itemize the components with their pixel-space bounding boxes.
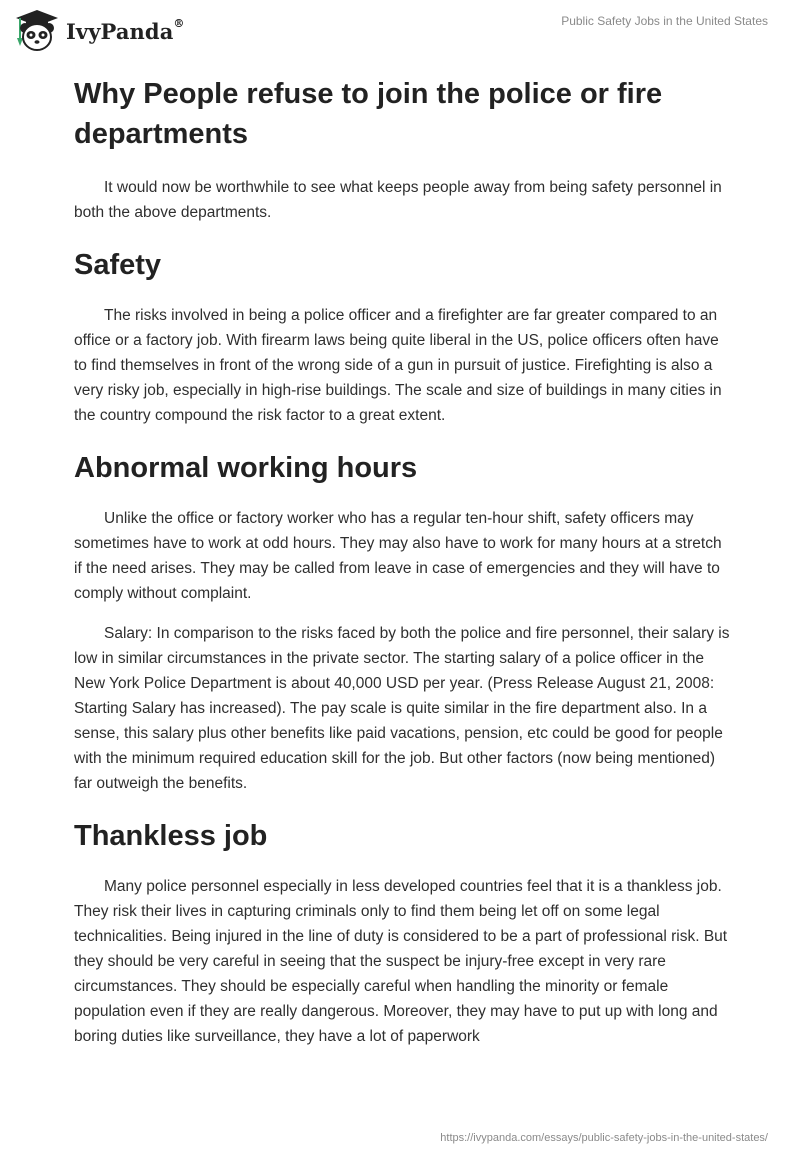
- paragraph-working-hours: Unlike the office or factory worker who has a regular ten-hour shift, safety officers may sometimes have to work at odd hours. They may also have to work for many hours at a stretch if the need arises. They may be called from leave in case of emergencies and they will have to comply without complaint.: [74, 510, 722, 602]
- page-header: [0, 0, 800, 70]
- document-title: Public Safety Jobs in the United States: [561, 14, 768, 28]
- paragraph-safety: The risks involved in being a police officer and a firefighter are far greater compared to an office or a factory job. With firearm laws being quite liberal in the US, police officers often have to find themselves in front of the wrong side of a gun in pursuit of justice. Firefighting is also a very risky job, especially in high-rise buildings. The scale and size of buildings in many cities in the country compound the risk factor to a great extent.: [74, 307, 722, 424]
- registered-mark: ®: [173, 16, 185, 30]
- paragraph-thankless-job: Many police personnel especially in less developed countries feel that it is a thankless job. They risk their lives in capturing criminals only to find them being let off on some legal technicalities. Being injured in the line of duty is considered to be a part of professional risk. But they should be very careful in seeing that the suspect be injury-free except in very rare circumstances. They should be especially careful when handling the minority or female population even if they are really dangerous. Moreover, they may have to put up with long and boring duties like surveillance, they have a lot of paperwork: [74, 878, 728, 1045]
- section-heading-working-hours: Abnormal working hours: [74, 452, 418, 484]
- section-heading-safety: Safety: [74, 249, 162, 281]
- logo-text: IvyPanda®: [66, 16, 185, 44]
- article-body: [74, 70, 730, 1064]
- section-heading-why-refuse: Why People refuse to join the police or fire departments: [74, 78, 663, 150]
- source-url[interactable]: https://ivypanda.com/essays/public-safety-jobs-in-the-united-states/: [440, 1132, 768, 1144]
- paragraph-salary: Salary: In comparison to the risks faced by both the police and fire personnel, their salary is low in similar circumstances in the private sector. The starting salary of a police officer in the New York Police Department is about 40,000 USD per year. (Press Release August 21, 2008: Starting Salary has increased). The pay scale is quite similar in the fire department also. In a sense, this salary plus other benefits like paid vacations, pension, etc could be good for people with the minimum required education skill for the job. But other factors (now being mentioned) far outweigh the benefits.: [74, 625, 730, 792]
- ivypanda-logo[interactable]: [14, 8, 185, 54]
- paragraph-intro: It would now be worthwhile to see what keeps people away from being safety personnel in both the above departments.: [74, 179, 722, 221]
- panda-graduate-icon: [14, 8, 60, 54]
- section-heading-thankless-job: Thankless job: [74, 820, 268, 852]
